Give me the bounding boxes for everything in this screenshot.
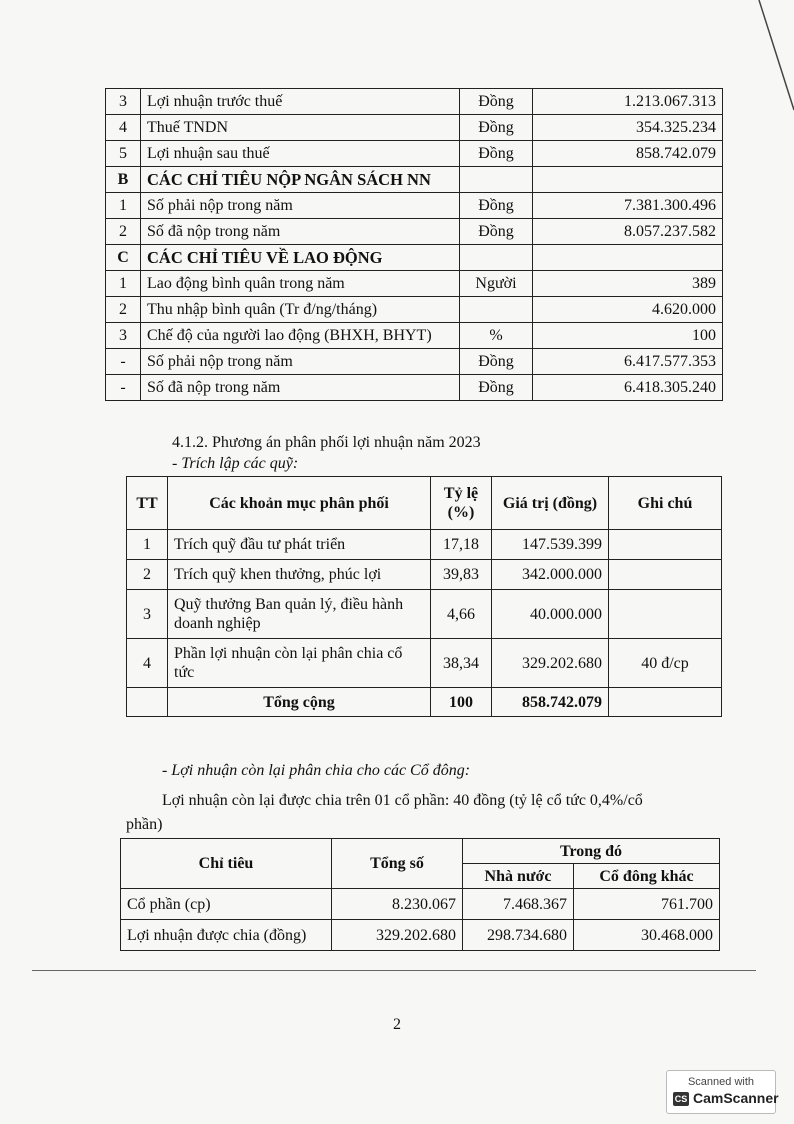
row-number: 2 bbox=[106, 297, 141, 323]
row-number: 2 bbox=[106, 219, 141, 245]
total-value: 858.742.079 bbox=[492, 688, 609, 717]
row-name: Số đã nộp trong năm bbox=[141, 219, 460, 245]
row-number: 3 bbox=[106, 323, 141, 349]
row-unit: Đồng bbox=[460, 89, 533, 115]
row-name: Số đã nộp trong năm bbox=[141, 375, 460, 401]
camscanner-logo-icon: CS bbox=[674, 1094, 688, 1104]
row-item: Trích quỹ khen thưởng, phúc lợi bbox=[168, 560, 431, 590]
row-value: 8.057.237.582 bbox=[533, 219, 723, 245]
row-unit: Người bbox=[460, 271, 533, 297]
row-number: 1 bbox=[106, 193, 141, 219]
profit-distribution-table bbox=[126, 476, 722, 717]
table-row bbox=[106, 297, 723, 323]
header-value: Giá trị (đồng) bbox=[492, 477, 609, 530]
total-ratio: 100 bbox=[431, 688, 492, 717]
table-row bbox=[127, 560, 722, 590]
table-row bbox=[106, 323, 723, 349]
row-value: 6.418.305.240 bbox=[533, 375, 723, 401]
table-row bbox=[106, 349, 723, 375]
row-value: 389 bbox=[533, 271, 723, 297]
row-note bbox=[609, 530, 722, 560]
row-number: - bbox=[106, 375, 141, 401]
row-item: Quỹ thưởng Ban quản lý, điều hành doanh nghiệp bbox=[168, 590, 431, 639]
row-note bbox=[609, 560, 722, 590]
header-of-which: Trong đó bbox=[463, 839, 720, 864]
row-state: 7.468.367 bbox=[463, 889, 574, 920]
header-other: Cổ đông khác bbox=[574, 864, 720, 889]
row-total: 329.202.680 bbox=[332, 920, 463, 951]
row-unit bbox=[460, 167, 533, 193]
row-number: - bbox=[106, 349, 141, 375]
table-row bbox=[127, 639, 722, 688]
header-note: Ghi chú bbox=[609, 477, 722, 530]
row-other: 30.468.000 bbox=[574, 920, 720, 951]
row-value: 329.202.680 bbox=[492, 639, 609, 688]
row-unit: Đồng bbox=[460, 219, 533, 245]
footer-rule bbox=[32, 970, 756, 971]
row-unit: Đồng bbox=[460, 141, 533, 167]
row-unit: Đồng bbox=[460, 349, 533, 375]
table-row bbox=[121, 889, 720, 920]
row-name: CÁC CHỈ TIÊU NỘP NGÂN SÁCH NN bbox=[141, 167, 460, 193]
row-value bbox=[533, 167, 723, 193]
row-tt: 1 bbox=[127, 530, 168, 560]
row-tt: 3 bbox=[127, 590, 168, 639]
row-value: 7.381.300.496 bbox=[533, 193, 723, 219]
row-item: Trích quỹ đầu tư phát triển bbox=[168, 530, 431, 560]
section-heading: 4.1.2. Phương án phân phối lợi nhuận năm 2023 bbox=[172, 434, 481, 451]
row-name: Số phải nộp trong năm bbox=[141, 193, 460, 219]
row-tt: 2 bbox=[127, 560, 168, 590]
row-number: 1 bbox=[106, 271, 141, 297]
row-unit: % bbox=[460, 323, 533, 349]
row-value: 40.000.000 bbox=[492, 590, 609, 639]
row-value: 858.742.079 bbox=[533, 141, 723, 167]
page-fold-mark bbox=[754, 0, 794, 120]
header-item: Các khoản mục phân phối bbox=[168, 477, 431, 530]
table-row bbox=[127, 530, 722, 560]
header-total: Tổng số bbox=[332, 839, 463, 889]
row-note: 40 đ/cp bbox=[609, 639, 722, 688]
row-label: Cổ phần (cp) bbox=[121, 889, 332, 920]
funds-subheading: - Trích lập các quỹ: bbox=[172, 455, 299, 472]
header-indicator: Chỉ tiêu bbox=[121, 839, 332, 889]
section-row bbox=[106, 245, 723, 271]
row-name: Thuế TNDN bbox=[141, 115, 460, 141]
row-ratio: 4,66 bbox=[431, 590, 492, 639]
row-state: 298.734.680 bbox=[463, 920, 574, 951]
row-name: Lao động bình quân trong năm bbox=[141, 271, 460, 297]
table-row bbox=[106, 141, 723, 167]
total-note bbox=[609, 688, 722, 717]
total-row bbox=[127, 688, 722, 717]
row-value: 342.000.000 bbox=[492, 560, 609, 590]
row-value: 4.620.000 bbox=[533, 297, 723, 323]
table-row bbox=[106, 89, 723, 115]
row-value: 354.325.234 bbox=[533, 115, 723, 141]
table-row bbox=[106, 193, 723, 219]
row-name: Chế độ của người lao động (BHXH, BHYT) bbox=[141, 323, 460, 349]
row-ratio: 39,83 bbox=[431, 560, 492, 590]
row-name: CÁC CHỈ TIÊU VỀ LAO ĐỘNG bbox=[141, 245, 460, 271]
indicators-table bbox=[105, 88, 723, 401]
table-row bbox=[127, 590, 722, 639]
row-note bbox=[609, 590, 722, 639]
row-ratio: 17,18 bbox=[431, 530, 492, 560]
row-label: Lợi nhuận được chia (đồng) bbox=[121, 920, 332, 951]
section-row bbox=[106, 167, 723, 193]
dividend-heading: - Lợi nhuận còn lại phân chia cho các Cổ đông: bbox=[162, 762, 471, 779]
row-other: 761.700 bbox=[574, 889, 720, 920]
row-tt: 4 bbox=[127, 639, 168, 688]
row-number: 4 bbox=[106, 115, 141, 141]
row-number: B bbox=[106, 167, 141, 193]
camscanner-brand: CamScanner bbox=[693, 1090, 779, 1106]
table-row bbox=[121, 920, 720, 951]
row-name: Lợi nhuận trước thuế bbox=[141, 89, 460, 115]
table-row bbox=[106, 271, 723, 297]
row-unit: Đồng bbox=[460, 375, 533, 401]
row-value: 6.417.577.353 bbox=[533, 349, 723, 375]
row-value: 147.539.399 bbox=[492, 530, 609, 560]
row-unit bbox=[460, 245, 533, 271]
row-number: C bbox=[106, 245, 141, 271]
header-tt: TT bbox=[127, 477, 168, 530]
camscanner-badge bbox=[666, 1070, 779, 1114]
total-label: Tổng cộng bbox=[168, 688, 431, 717]
row-item: Phần lợi nhuận còn lại phân chia cổ tức bbox=[168, 639, 431, 688]
row-value bbox=[533, 245, 723, 271]
row-number: 5 bbox=[106, 141, 141, 167]
dividend-text: Lợi nhuận còn lại được chia trên 01 cổ phần: 40 đồng (tỷ lệ cổ tức 0,4%/cổ bbox=[162, 792, 643, 809]
row-ratio: 38,34 bbox=[431, 639, 492, 688]
row-name: Số phải nộp trong năm bbox=[141, 349, 460, 375]
table-row bbox=[106, 219, 723, 245]
row-unit: Đồng bbox=[460, 193, 533, 219]
row-value: 100 bbox=[533, 323, 723, 349]
row-number: 3 bbox=[106, 89, 141, 115]
total-empty bbox=[127, 688, 168, 717]
dividend-text-cont: phần) bbox=[126, 816, 163, 833]
row-value: 1.213.067.313 bbox=[533, 89, 723, 115]
header-ratio: Tỷ lệ (%) bbox=[431, 477, 492, 530]
row-unit bbox=[460, 297, 533, 323]
row-name: Lợi nhuận sau thuế bbox=[141, 141, 460, 167]
row-total: 8.230.067 bbox=[332, 889, 463, 920]
row-name: Thu nhập bình quân (Tr đ/ng/tháng) bbox=[141, 297, 460, 323]
row-unit: Đồng bbox=[460, 115, 533, 141]
table-row bbox=[106, 375, 723, 401]
dividend-table bbox=[120, 838, 720, 951]
page-number: 2 bbox=[393, 1016, 401, 1033]
table-row bbox=[106, 115, 723, 141]
scanned-with-label: Scanned with bbox=[687, 1076, 755, 1088]
header-state: Nhà nước bbox=[463, 864, 574, 889]
